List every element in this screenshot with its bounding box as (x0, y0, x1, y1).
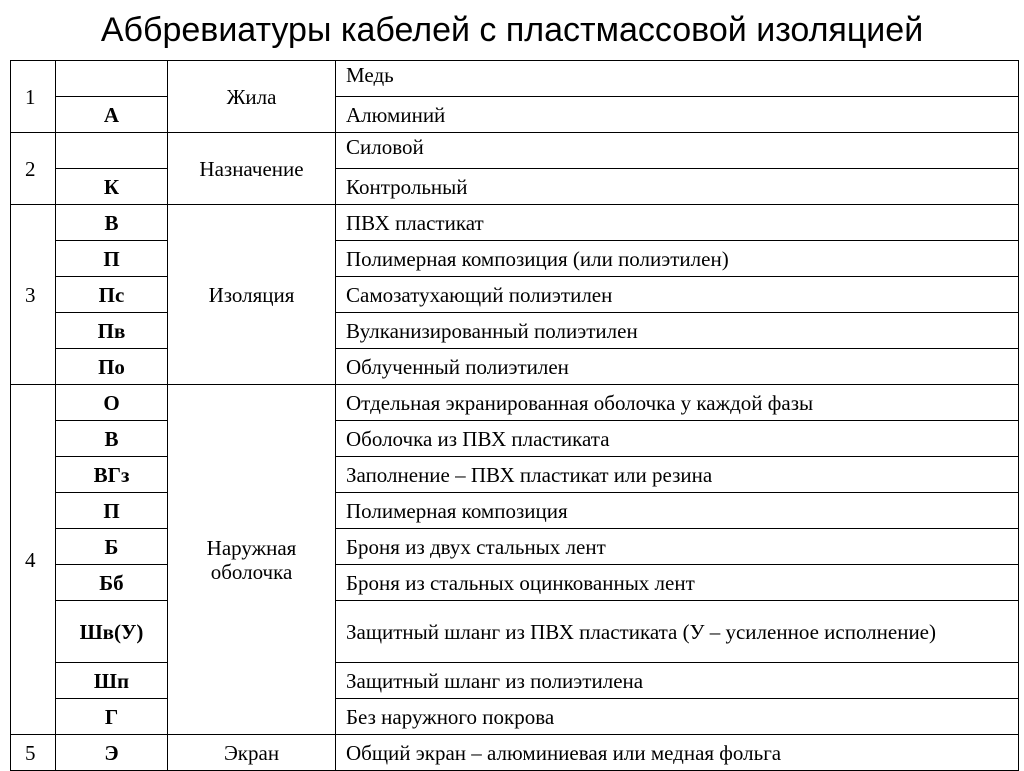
page-title: Аббревиатуры кабелей с пластмассовой изоляцией (100, 11, 924, 49)
table-row (11, 601, 1019, 663)
table-row (11, 663, 1019, 699)
description-cell: Общий экран – алюминиевая или медная фольга (336, 735, 1019, 771)
group-number: 2 (11, 133, 56, 205)
abbreviation-code: В (56, 421, 168, 457)
category-label: Наружная оболочка (168, 385, 336, 735)
abbreviation-code: По (56, 349, 168, 385)
table-row (11, 313, 1019, 349)
abbreviation-code: В (56, 205, 168, 241)
table-row (11, 349, 1019, 385)
abbreviation-code: Пв (56, 313, 168, 349)
group-number: 1 (11, 61, 56, 133)
description-cell: Защитный шланг из ПВХ пластиката (У – усиленное исполнение) (336, 601, 1019, 663)
table-row (11, 205, 1019, 241)
group-number: 3 (11, 205, 56, 385)
table-row (11, 97, 1019, 133)
description-cell: Броня из стальных оцинкованных лент (336, 565, 1019, 601)
description-cell: Без наружного покрова (336, 699, 1019, 735)
abbreviation-code: А (56, 97, 168, 133)
abbreviation-code: Бб (56, 565, 168, 601)
abbreviation-code: Шв(У) (56, 601, 168, 663)
table-row (11, 169, 1019, 205)
description-cell: Защитный шланг из полиэтилена (336, 663, 1019, 699)
category-label: Изоляция (168, 205, 336, 385)
category-label: Жила (168, 61, 336, 133)
description-cell: Полимерная композиция (или полиэтилен) (336, 241, 1019, 277)
description-cell: Медь (336, 61, 1019, 97)
abbreviation-code: К (56, 169, 168, 205)
description-cell: Полимерная композиция (336, 493, 1019, 529)
table-row (11, 735, 1019, 771)
abbreviation-code: Шп (56, 663, 168, 699)
table-row (11, 699, 1019, 735)
abbreviation-code: Пс (56, 277, 168, 313)
description-cell: Контрольный (336, 169, 1019, 205)
description-cell: Облученный полиэтилен (336, 349, 1019, 385)
description-cell: Оболочка из ПВХ пластиката (336, 421, 1019, 457)
table-row (11, 493, 1019, 529)
abbreviation-code: П (56, 493, 168, 529)
group-number: 4 (11, 385, 56, 735)
description-cell: Отдельная экранированная оболочка у каждой фазы (336, 385, 1019, 421)
table-row (11, 133, 1019, 169)
abbreviation-table (10, 60, 1019, 771)
abbreviation-code: О (56, 385, 168, 421)
table-row (11, 61, 1019, 97)
description-cell: Броня из двух стальных лент (336, 529, 1019, 565)
abbreviation-code: П (56, 241, 168, 277)
description-cell: Силовой (336, 133, 1019, 169)
abbreviation-code: Б (56, 529, 168, 565)
abbreviation-code (56, 61, 168, 97)
table-row (11, 385, 1019, 421)
category-label: Экран (168, 735, 336, 771)
description-cell: Заполнение – ПВХ пластикат или резина (336, 457, 1019, 493)
group-number: 5 (11, 735, 56, 771)
table-row (11, 241, 1019, 277)
abbreviation-code (56, 133, 168, 169)
description-cell: Самозатухающий полиэтилен (336, 277, 1019, 313)
description-cell: ПВХ пластикат (336, 205, 1019, 241)
table-row (11, 277, 1019, 313)
table-row (11, 421, 1019, 457)
category-label: Назначение (168, 133, 336, 205)
description-cell: Вулканизированный полиэтилен (336, 313, 1019, 349)
table-row (11, 565, 1019, 601)
abbreviation-code: Г (56, 699, 168, 735)
description-cell: Алюминий (336, 97, 1019, 133)
table-row (11, 457, 1019, 493)
abbreviation-code: Э (56, 735, 168, 771)
table-row (11, 529, 1019, 565)
abbreviation-code: ВГз (56, 457, 168, 493)
